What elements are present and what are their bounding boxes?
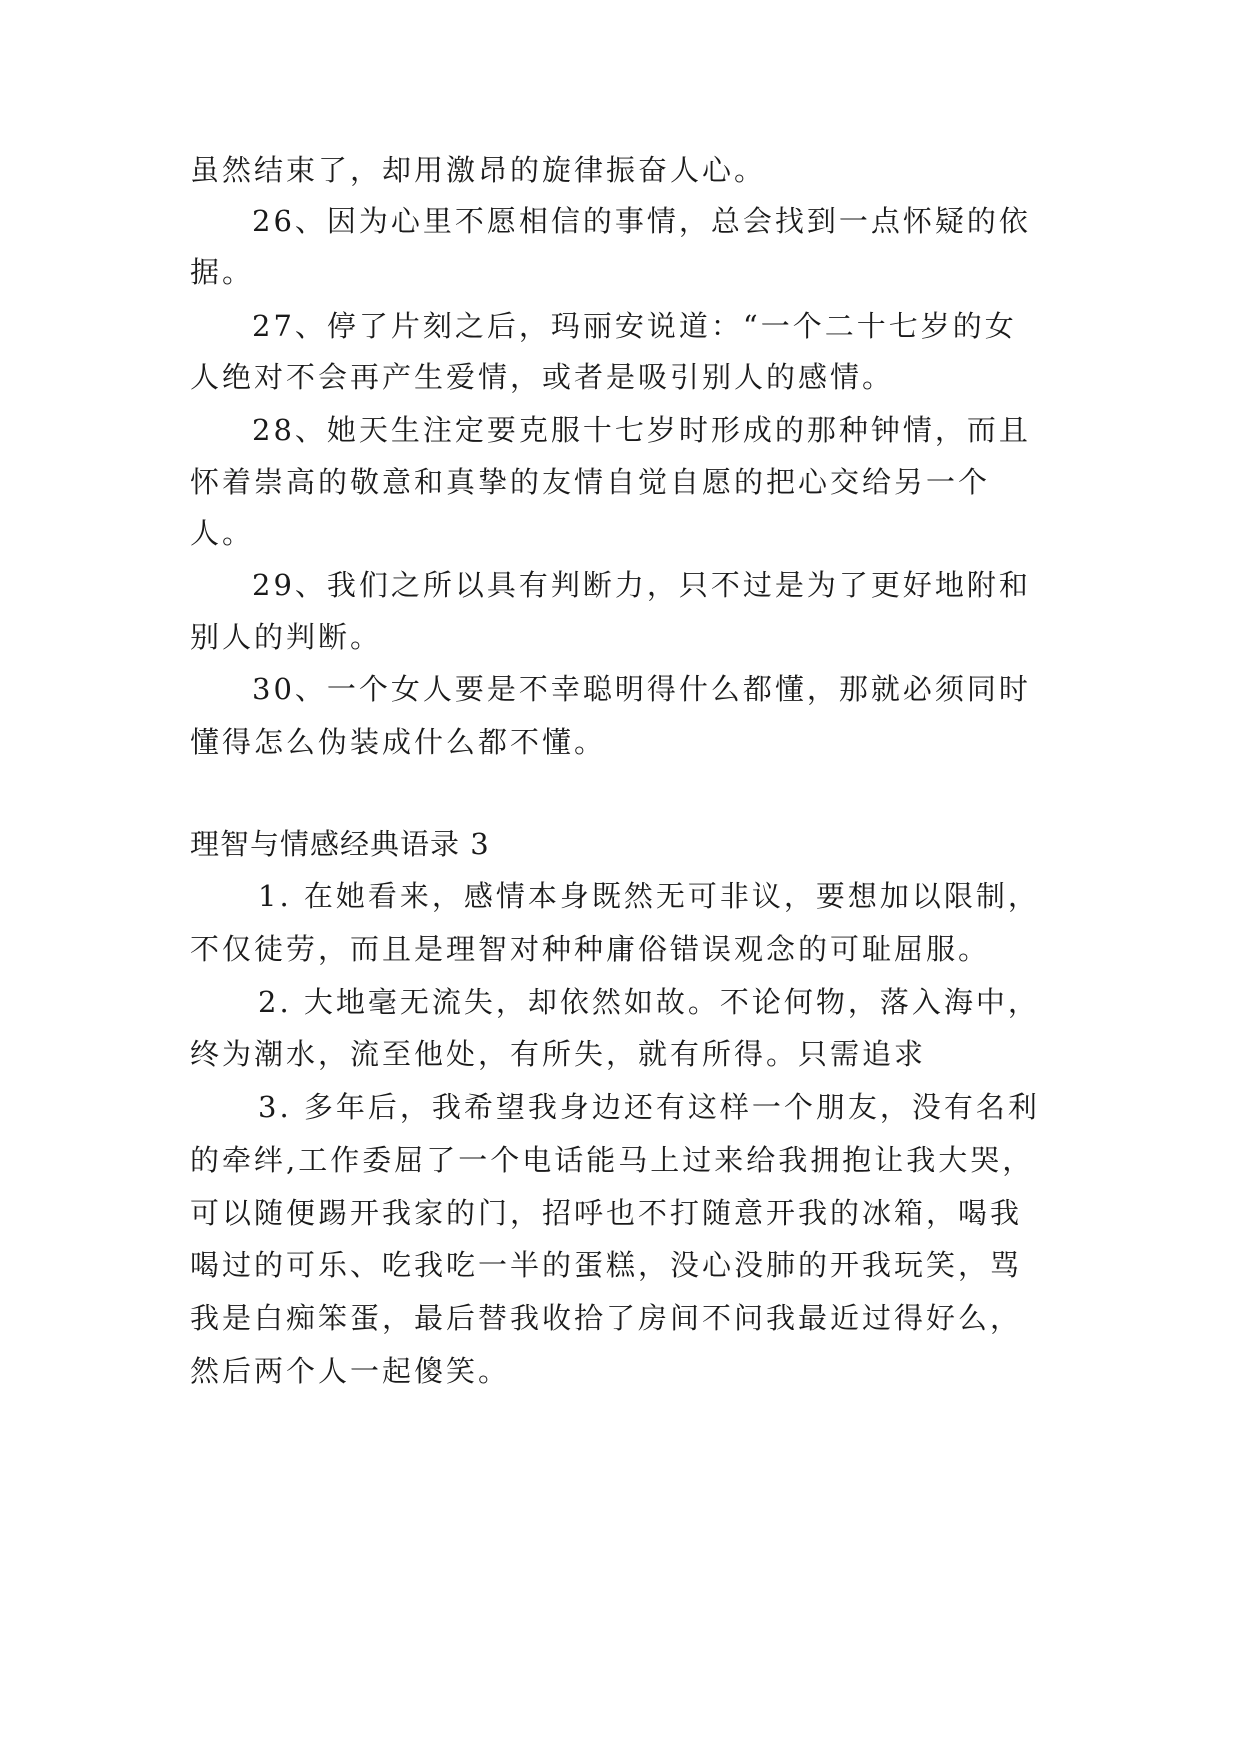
quote-3-line-3: 可以随便踢开我家的门，招呼也不打随意开我的冰箱，喝我 <box>190 1196 1023 1230</box>
quote-1-line-1: 1. 在她看来，感情本身既然无可非议，要想加以限制， <box>258 879 1040 913</box>
item-29-line-2: 别人的判断。 <box>190 620 383 654</box>
item-30-line-1: 30、一个女人要是不幸聪明得什么都懂，那就必须同时 <box>252 672 1031 706</box>
item-29-line-1: 29、我们之所以具有判断力，只不过是为了更好地附和 <box>252 568 1031 602</box>
quote-3-line-4: 喝过的可乐、吃我吃一半的蛋糕，没心没肺的开我玩笑，骂 <box>190 1248 1023 1282</box>
item-28-line-1: 28、她天生注定要克服十七岁时形成的那种钟情，而且 <box>252 413 1031 447</box>
item-30-line-2: 懂得怎么伪装成什么都不懂。 <box>190 725 607 759</box>
item-26-line-2: 据。 <box>190 255 255 289</box>
item-27-line-1: 27、停了片刻之后，玛丽安说道：“一个二十七岁的女 <box>252 309 1017 343</box>
quote-3-line-6: 然后两个人一起傻笑。 <box>190 1354 511 1388</box>
item-27-line-2: 人绝对不会再产生爱情，或者是吸引别人的感情。 <box>190 360 895 394</box>
quote-1-line-2: 不仅徒劳，而且是理智对种种庸俗错误观念的可耻屈服。 <box>190 932 991 966</box>
item-26-line-1: 26、因为心里不愿相信的事情，总会找到一点怀疑的依 <box>252 204 1031 238</box>
item-28-line-2: 怀着崇高的敬意和真挚的友情自觉自愿的把心交给另一个 <box>190 465 991 499</box>
quote-3-line-5: 我是白痴笨蛋，最后替我收拾了房间不问我最近过得好么， <box>190 1301 1023 1335</box>
quote-2-line-1: 2. 大地毫无流失，却依然如故。不论何物，落入海中， <box>258 985 1040 1019</box>
intro-line: 虽然结束了，却用激昂的旋律振奋人心。 <box>190 153 767 187</box>
quote-2-line-2: 终为潮水，流至他处，有所失，就有所得。只需追求 <box>190 1037 927 1071</box>
section-title: 理智与情感经典语录 3 <box>190 827 490 861</box>
item-28-line-3: 人。 <box>190 516 255 550</box>
quote-3-line-1: 3. 多年后，我希望我身边还有这样一个朋友，没有名利 <box>258 1090 1040 1124</box>
quote-3-line-2: 的牵绊,工作委屈了一个电话能马上过来给我拥抱让我大哭， <box>190 1143 1035 1177</box>
